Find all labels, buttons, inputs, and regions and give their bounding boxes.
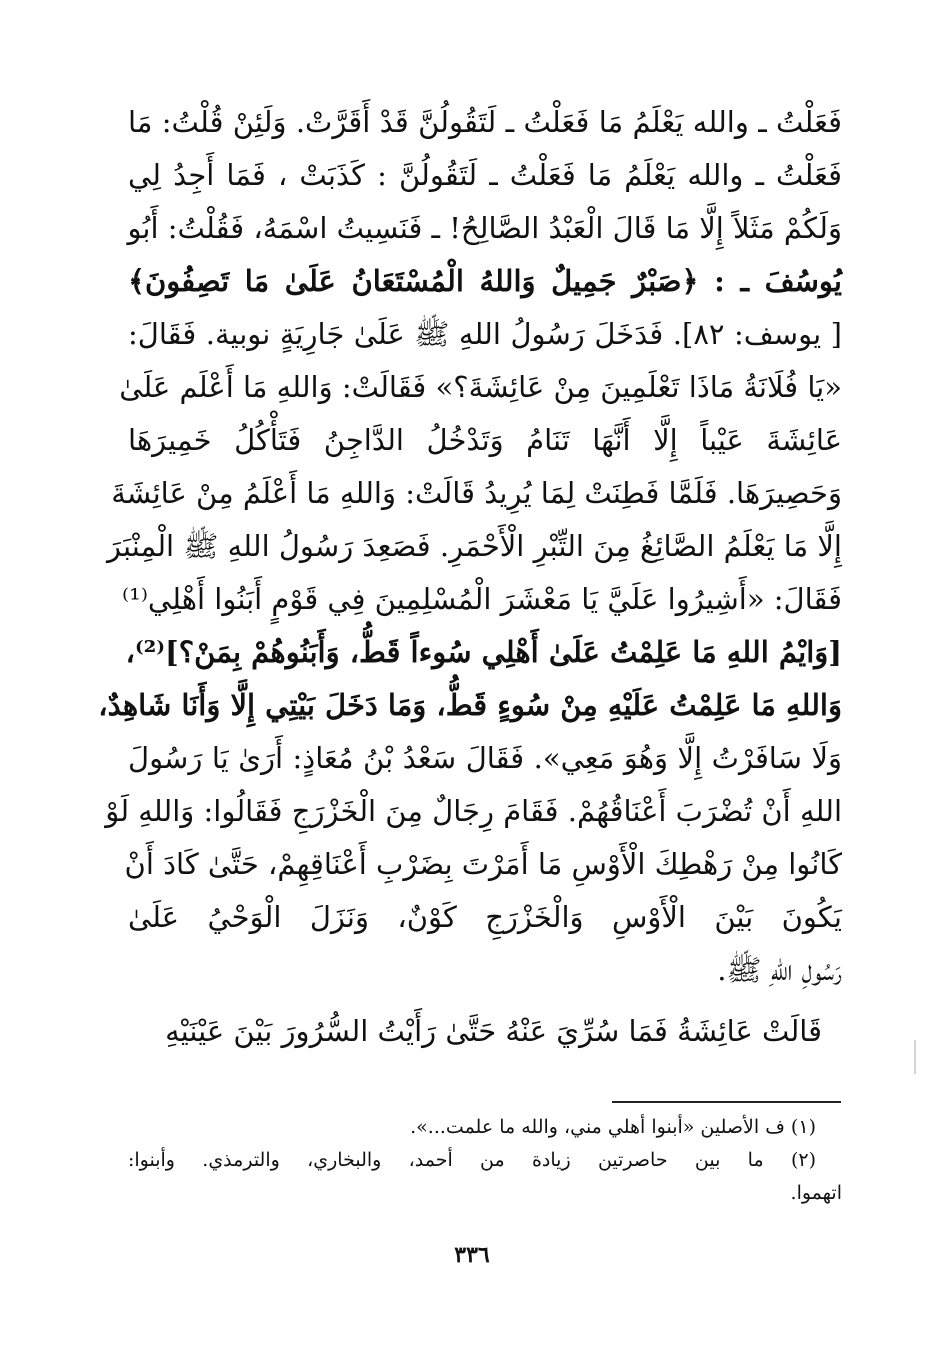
text-line-12-hadith: وَاللهِ مَا عَلِمْتُ عَلَيْهِ مِنْ سُوءٍ قَطُّ، وَمَا دَخَلَ بَيْتِي إِلَّا وَأَنَا شَاهِدٌ، bbox=[98, 688, 842, 722]
text-line-14: اللهِ أَنْ تُضْرَبَ أَعْنَاقُهُمْ. فَقَامَ رِجَالٌ مِنَ الْخَزْرَجِ فَقَالُوا: وَاللهِ لَوْ bbox=[105, 794, 842, 828]
text-line-1: فَعَلْتُ ـ والله يَعْلَمُ مَا فَعَلْتُ ـ لَتَقُولُنَّ قَدْ أَقَرَّتْ. وَلَئِنْ قُلْتُ: مَا bbox=[128, 105, 842, 139]
text-line-18-paragraph-start: قَالَتْ عَائِشَةُ فَمَا سُرِّيَ عَنْهُ حَتَّىٰ رَأَيْتُ السُّرُورَ بَيْنَ عَيْنَيْهِ bbox=[165, 1014, 822, 1048]
text-line-5: [ يوسف: ٨٢]. فَدَخَلَ رَسُولُ اللهِ ﷺ عَلَىٰ جَارِيَةٍ نوبية. فَقَالَ: bbox=[128, 317, 842, 351]
footnotes-block bbox=[128, 1111, 842, 1210]
text-line-17: رَسُولِ اللهِ ﷺ. bbox=[717, 953, 842, 987]
main-text-block bbox=[98, 96, 842, 1058]
page-number: ٣٣٦ bbox=[454, 1242, 490, 1268]
text-line-10-hadith: فَقَالَ: «أَشِيرُوا عَلَيَّ يَا مَعْشَرَ الْمُسْلِمِينَ فِي قَوْمٍ أَبَنُوا أَهْلِي⁽¹⁾ bbox=[122, 582, 842, 616]
text-line-3: وَلَكُمْ مَثَلاً إِلَّا مَا قَالَ الْعَبْدُ الصَّالِحُ! ـ فَنَسِيتُ اسْمَهُ، فَقُلْتُ: أَبُو bbox=[127, 211, 842, 245]
footnote-separator-rule bbox=[612, 1101, 841, 1103]
text-line-9: إِلَّا مَا يَعْلَمُ الصَّائِغُ مِنَ التِّبْرِ الْأَحْمَرِ. فَصَعِدَ رَسُولُ اللهِ ﷺ الْمِنْبَرَ bbox=[106, 529, 842, 563]
text-line-4-quran-verse: يُوسُفَ ـ : ﴿صَبْرٌ جَمِيلٌ وَاللهُ الْمُسْتَعَانُ عَلَىٰ مَا تَصِفُونَ﴾ bbox=[128, 264, 842, 298]
scan-mark bbox=[914, 1040, 916, 1074]
text-line-16: يَكُونَ بَيْنَ الْأَوْسِ وَالْخَزْرَجِ كَوْنٌ، وَنَزَلَ الْوَحْيُ عَلَىٰ bbox=[128, 900, 842, 934]
text-line-11-hadith: [وَايْمُ اللهِ مَا عَلِمْتُ عَلَىٰ أَهْلِي سُوءاً قَطُّ، وَأَبَنُوهُمْ بِمَنْ؟]⁽²⁾، bbox=[125, 635, 842, 669]
text-line-13: وَلَا سَافَرْتُ إِلَّا وَهُوَ مَعِي». فَقَالَ سَعْدُ بْنُ مُعَاذٍ: أَرَىٰ يَا رَسُولَ bbox=[128, 741, 842, 775]
footnote-1: (١) ف الأصلين «أبنوا أهلي مني، والله ما علمت...». bbox=[410, 1116, 816, 1138]
text-line-6: «يَا فُلَانَةُ مَاذَا تَعْلَمِينَ مِنْ عَائِشَةَ؟» فَقَالَتْ: وَاللهِ مَا أَعْلَم عَلَىٰ bbox=[119, 370, 842, 404]
text-line-8: وَحَصِيرَهَا. فَلَمَّا فَطِنَتْ لِمَا يُرِيدُ قَالَتْ: وَاللهِ مَا أَعْلَمُ مِنْ عَائِشَةَ bbox=[111, 476, 842, 510]
footnote-2: (٢) ما بين حاصرتين زيادة من أحمد، والبخاري، والترمذي. وأبنوا: bbox=[128, 1149, 816, 1171]
text-line-2: فَعَلْتُ ـ والله يَعْلَمُ مَا فَعَلْتُ ـ لَتَقُولُنَّ : كَذَبَتْ ، فَمَا أَجِدُ لِي bbox=[128, 158, 842, 192]
text-line-15: كَانُوا مِنْ رَهْطِكَ الْأَوْسِ مَا أَمَرْتَ بِضَرْبِ أَعْنَاقِهِمْ، حَتَّىٰ كَادَ أَنْ bbox=[124, 847, 842, 881]
footnote-2-continuation: اتهموا. bbox=[790, 1182, 842, 1204]
text-line-7: عَائِشَةَ عَيْباً إِلَّا أَنَّهَا تَنَامُ وَتَدْخُلُ الدَّاجِنُ فَتَأْكُلُ خَمِيرَهَا bbox=[128, 423, 842, 457]
